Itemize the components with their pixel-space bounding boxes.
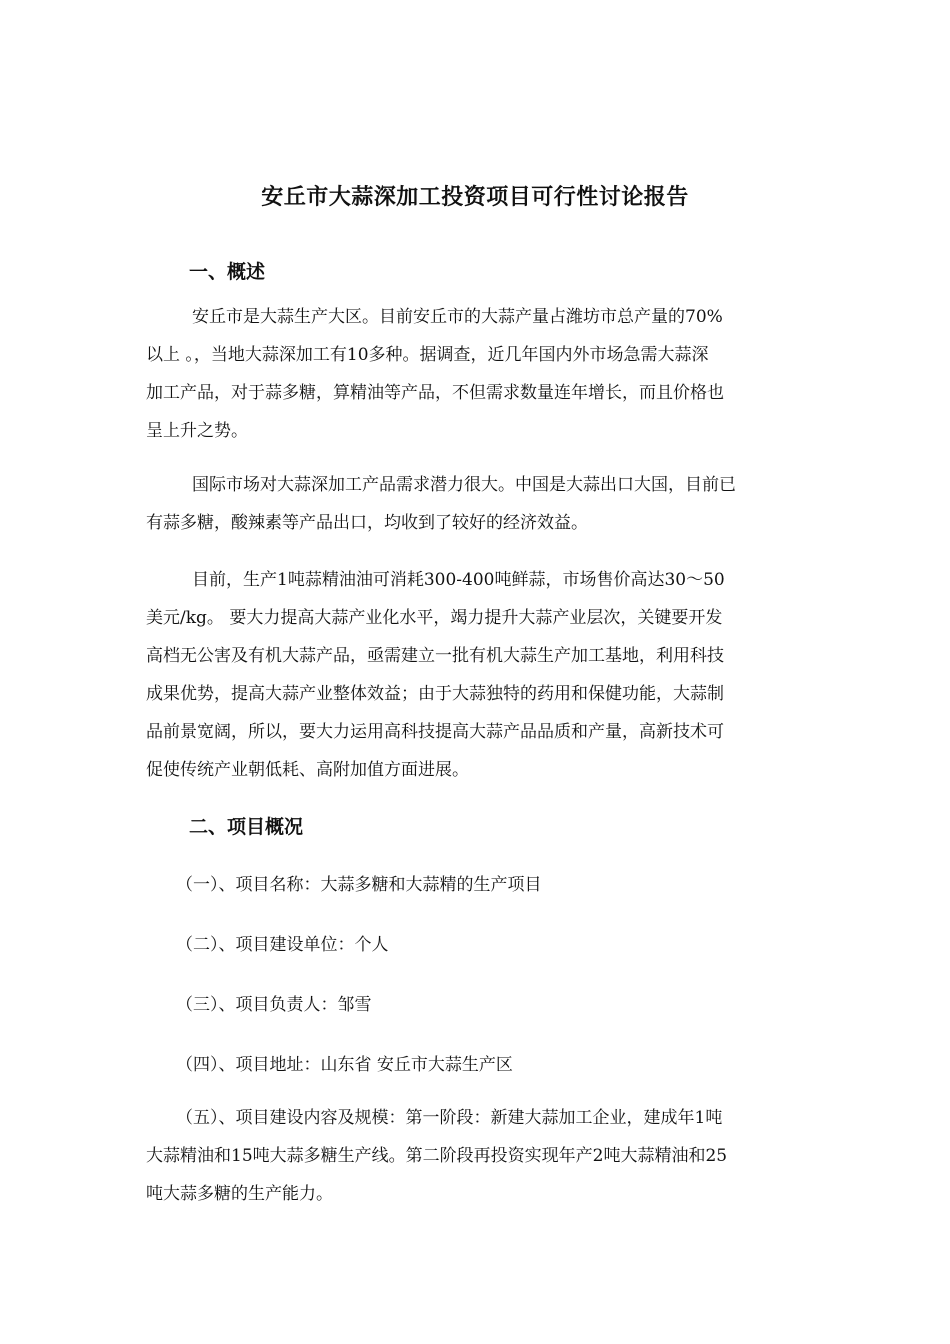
paragraph-line: 安丘市是大蒜生产大区。目前安丘市的大蒜产量占潍坊市总产量的70% xyxy=(192,307,723,327)
paragraph-line: 品前景宽阔，所以，要大力运用高科技提高大蒜产品品质和产量，高新技术可 xyxy=(146,722,724,742)
project-item-name: （一）、项目名称：大蒜多糖和大蒜精的生产项目 xyxy=(176,875,542,895)
paragraph-line: 高档无公害及有机大蒜产品，亟需建立一批有机大蒜生产加工基地，利用科技 xyxy=(146,646,724,666)
paragraph-line: （五）、项目建设内容及规模：第一阶段：新建大蒜加工企业，建成年1吨 xyxy=(176,1108,723,1128)
paragraph-line: 吨大蒜多糖的生产能力。 xyxy=(146,1184,333,1204)
paragraph-overview-3 xyxy=(146,561,806,789)
section-heading-project-overview: 二、项目概况 xyxy=(189,816,304,838)
paragraph-overview-2 xyxy=(146,466,806,542)
project-item-address: （四）、项目地址：山东省 安丘市大蒜生产区 xyxy=(176,1055,513,1075)
paragraph-line: 以上 。，当地大蒜深加工有10多种。据调查，近几年国内外市场急需大蒜深 xyxy=(146,345,709,365)
paragraph-line: 大蒜精油和15吨大蒜多糖生产线。第二阶段再投资实现年产2吨大蒜精油和25 xyxy=(146,1146,728,1166)
project-item-scope xyxy=(146,1099,806,1213)
paragraph-line: 目前，生产1吨蒜精油油可消耗300-400吨鲜蒜，市场售价高达30～50 xyxy=(192,570,725,590)
paragraph-line: 呈上升之势。 xyxy=(146,421,248,441)
paragraph-line: 加工产品，对于蒜多糖，算精油等产品，不但需求数量连年增长，而且价格也 xyxy=(146,383,724,403)
project-item-unit: （二）、项目建设单位：个人 xyxy=(176,935,389,955)
paragraph-line: 有蒜多糖，酸辣素等产品出口，均收到了较好的经济效益。 xyxy=(146,513,588,533)
section-heading-overview: 一、概述 xyxy=(189,261,266,283)
paragraph-line: 美元/kg。 要大力提高大蒜产业化水平，竭力提升大蒜产业层次，关键要开发 xyxy=(146,608,723,628)
paragraph-line: 促使传统产业朝低耗、高附加值方面进展。 xyxy=(146,760,469,780)
paragraph-line: 国际市场对大蒜深加工产品需求潜力很大。中国是大蒜出口大国，目前已 xyxy=(192,475,736,495)
paragraph-line: 成果优势，提高大蒜产业整体效益；由于大蒜独特的药用和保健功能，大蒜制 xyxy=(146,684,724,704)
project-item-leader: （三）、项目负责人：邹雪 xyxy=(176,995,372,1015)
document-title: 安丘市大蒜深加工投资项目可行性讨论报告 xyxy=(261,185,689,210)
paragraph-overview-1 xyxy=(146,298,806,450)
